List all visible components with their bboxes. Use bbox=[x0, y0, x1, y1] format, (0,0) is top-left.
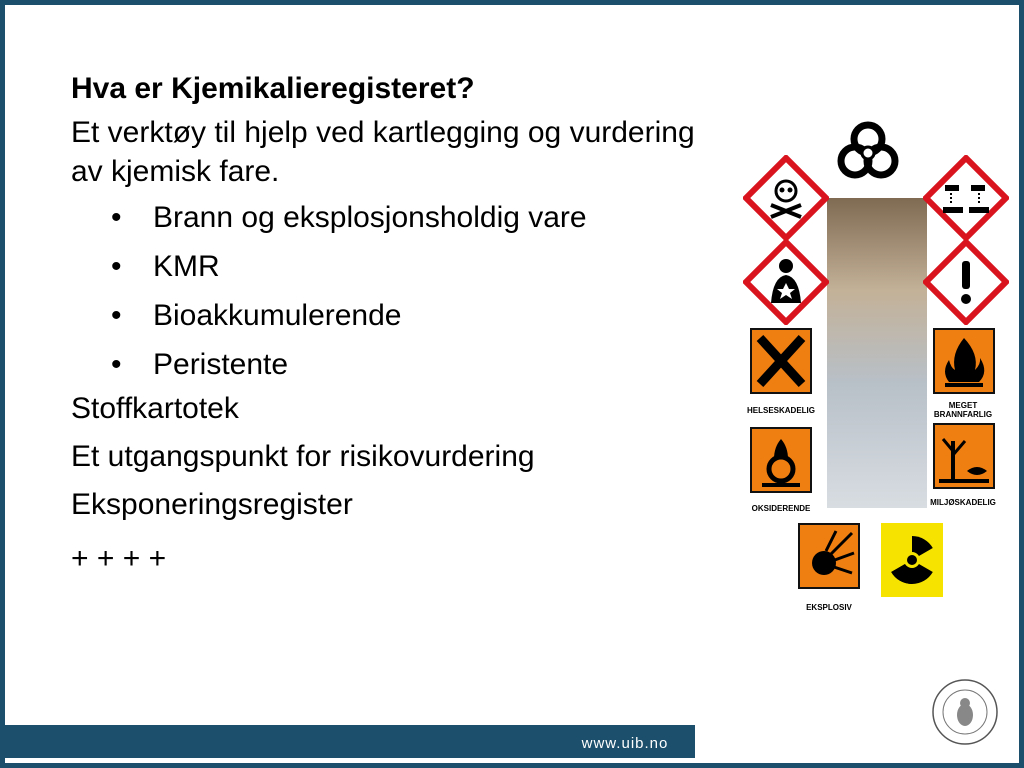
explosion-icon bbox=[800, 525, 858, 587]
corrosive-icon bbox=[923, 155, 1009, 241]
bullet-item: • Brann og eksplosjonsholdig vare bbox=[111, 193, 711, 242]
slide-content bbox=[71, 71, 711, 579]
health-hazard-icon bbox=[743, 239, 829, 325]
oxidizing-label: OKSIDERENDE bbox=[751, 504, 811, 513]
line-stoffkartotek: Stoffkartotek bbox=[71, 392, 239, 425]
bullet-list bbox=[71, 193, 711, 389]
cross-x-icon bbox=[752, 330, 810, 392]
university-seal-icon bbox=[930, 677, 1000, 747]
environment-symbol bbox=[933, 423, 995, 489]
intro-text: Et verktøy til hjelp ved kartlegging og vurdering av kjemisk fare. bbox=[71, 116, 695, 188]
dead-tree-fish-icon bbox=[935, 425, 993, 487]
explosive-symbol bbox=[798, 523, 860, 589]
exclamation-icon bbox=[923, 239, 1009, 325]
plus-line: + + + + bbox=[71, 542, 167, 575]
flame-over-circle-icon bbox=[752, 429, 810, 491]
line-risikovurdering: Et utgangspunkt for risikovurdering bbox=[71, 440, 535, 473]
biohazard-icon bbox=[833, 117, 903, 187]
radiation-icon bbox=[881, 523, 943, 597]
line-eksponeringsregister: Eksponeringsregister bbox=[71, 488, 353, 521]
flammable-symbol bbox=[933, 328, 995, 394]
flame-icon bbox=[935, 330, 993, 392]
footer-url-link[interactable]: www.uib.no bbox=[581, 735, 669, 752]
slide bbox=[5, 5, 1019, 763]
harmful-label: HELSESKADELIG bbox=[746, 406, 815, 415]
slide-title: Hva er Kjemikalieregisteret? bbox=[71, 72, 475, 105]
bullet-item: • Bioakkumulerende bbox=[111, 291, 711, 340]
oxidizing-symbol bbox=[750, 427, 812, 493]
harmful-symbol bbox=[750, 328, 812, 394]
environment-label: MILJØSKADELIG bbox=[930, 498, 996, 507]
skull-crossbones-icon bbox=[743, 155, 829, 241]
bullet-item: • Peristente bbox=[111, 340, 711, 389]
lab-photo bbox=[827, 198, 927, 508]
explosive-label: EKSPLOSIV bbox=[806, 603, 852, 612]
flammable-label: MEGET BRANNFARLIG bbox=[933, 401, 993, 419]
bullet-item: • KMR bbox=[111, 242, 711, 291]
